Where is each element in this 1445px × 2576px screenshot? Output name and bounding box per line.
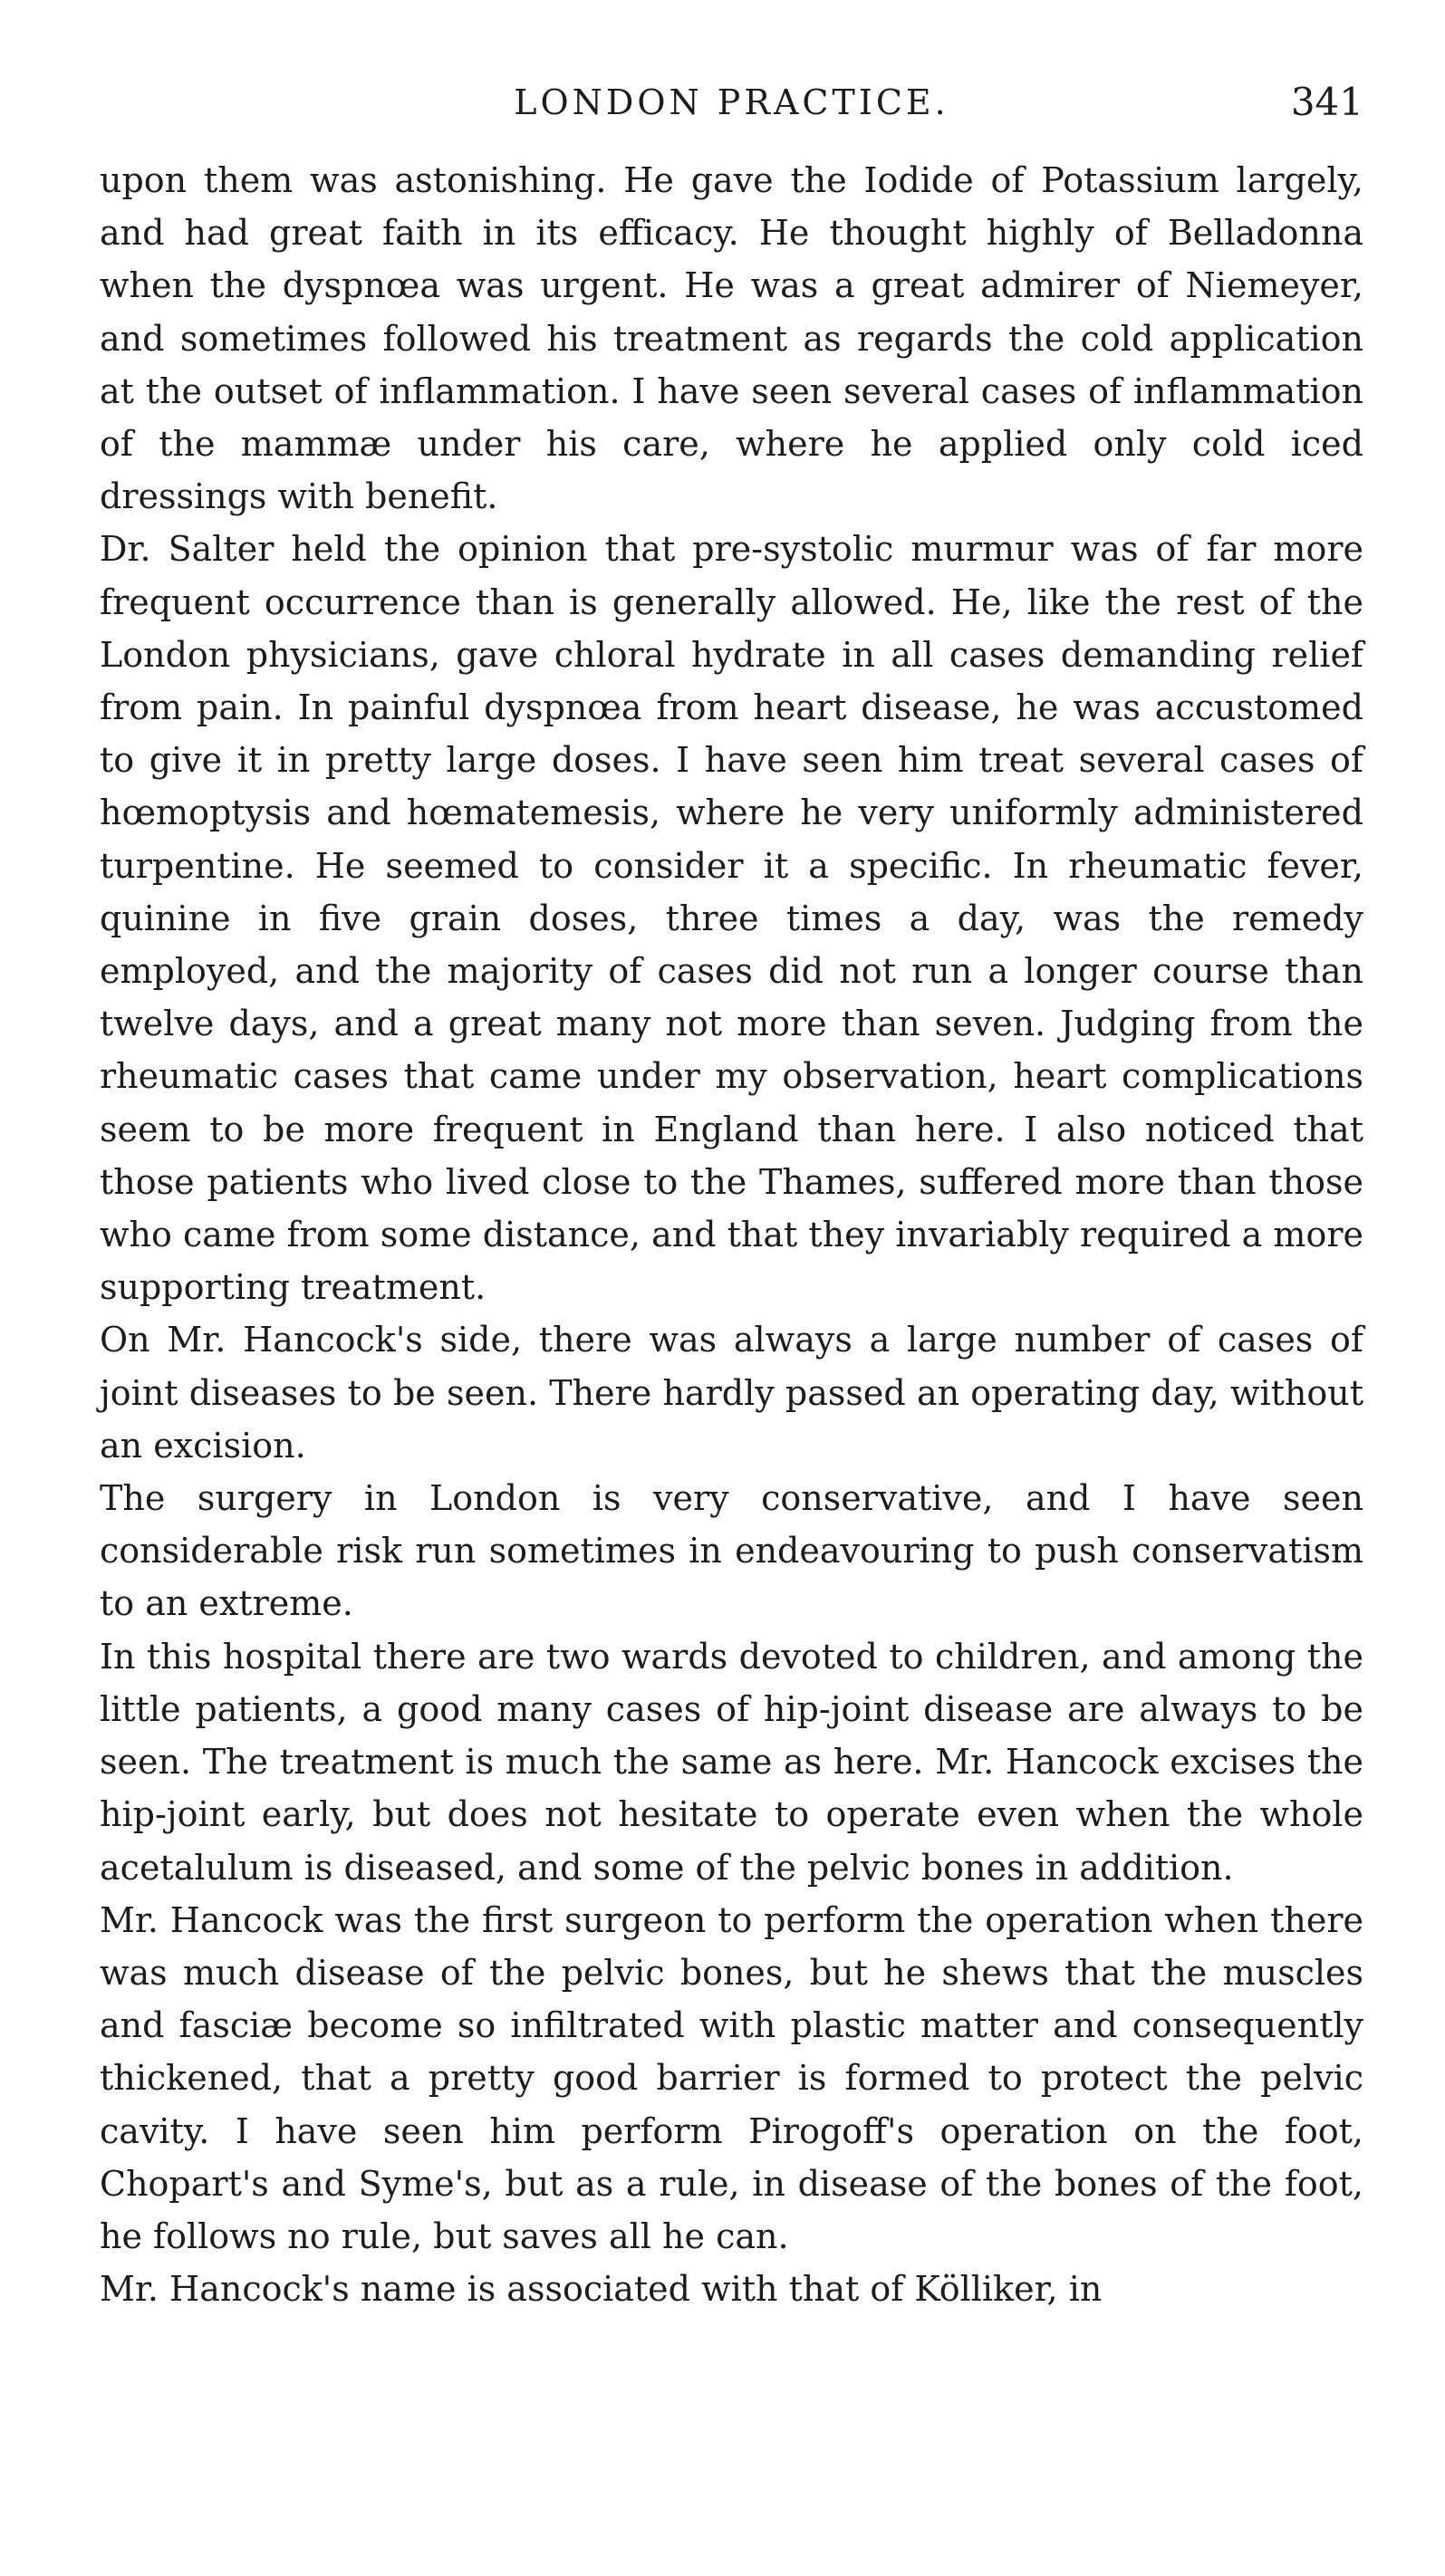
paragraph-continued: upon them was astonishing. He gave the Iodide of Potassium largely, and had great faith in its efficacy. He thought highly of Belladonna when the dyspnœa was urgent. He was a great admirer of Niemeyer, and sometimes followed his treatment as regards the cold application at the outset of inflammation. I have seen several cases of inflammation of the mammæ under his care, where he applied only cold iced dressings with benefit. (100, 160, 1363, 517)
paragraph-hancock-side: On Mr. Hancock's side, there was always a large number of cases of joint diseases to be seen. There hardly passed an operating day, without an excision. (100, 1320, 1363, 1466)
paragraph-pelvic-bones: Mr. Hancock was the first surgeon to perform the operation when there was much disease of the pelvic bones, but he shews that the muscles and fasciæ become so infiltrated with plastic matter and consequently thickened, that a pretty good barrier is formed to protect the pelvic cavity. I have seen him perform Pirogoff's operation on the foot, Chopart's and Syme's, but as a rule, in disease of the bones of the foot, he follows no rule, but saves all he can. (100, 1899, 1363, 2256)
paragraph-surgery: The surgery in London is very conservative, and I have seen considerable risk run sometimes in endeavouring to push conservatism to an extreme. (100, 1478, 1363, 1624)
paragraph-kolliker: Mr. Hancock's name is associated with that of Kölliker, in (100, 2269, 1103, 2310)
page-number: 341 (1290, 80, 1363, 124)
running-head (100, 80, 1363, 134)
running-title: LONDON PRACTICE. (514, 82, 949, 122)
paragraph-salter: Dr. Salter held the opinion that pre-systolic murmur was of far more frequent occurrence than is generally allowed. He, like the rest of the London physicians, gave chloral hydrate in all cases demanding relief from pain. In painful dyspnœa from heart disease, he was accustomed to give it in pretty large doses. I have seen him treat several cases of hœmoptysis and hœmatemesis, where he very uniformly administered turpentine. He seemed to consider it a specific. In rheumatic fever, quinine in five grain doses, three times a day, was the remedy employed, and the majority of cases did not run a longer course than twelve days, and a great many not more than seven. Judging from the rheumatic cases that came under my observation, heart complications seem to be more frequent in England than here. I also noticed that those patients who lived close to the Thames, suffered more than those who came from some distance, and that they invariably required a more supporting treatment. (100, 529, 1363, 1308)
paragraph-children-wards: In this hospital there are two wards devoted to children, and among the little patients, a good many cases of hip-joint disease are always to be seen. The treatment is much the same as here. Mr. Hancock excises the hip-joint early, but does not hesitate to operate even when the whole acetalulum is diseased, and some of the pelvic bones in addition. (100, 1636, 1363, 1888)
book-page (100, 80, 1363, 2315)
body-text (100, 154, 1363, 2315)
